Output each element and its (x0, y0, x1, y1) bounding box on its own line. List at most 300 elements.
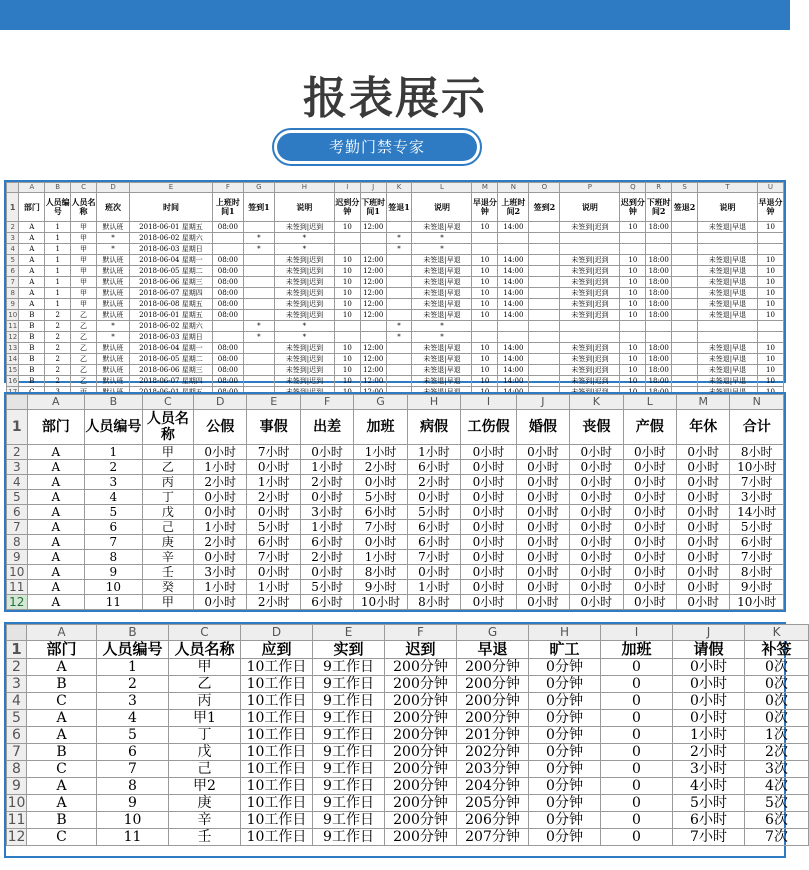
table-cell[interactable] (646, 233, 672, 244)
table-cell[interactable]: C (27, 693, 97, 710)
table-cell[interactable]: 202分钟 (457, 744, 529, 761)
table-cell[interactable]: 0小时 (673, 659, 745, 676)
table-cell[interactable]: * (243, 244, 274, 255)
table-cell[interactable] (386, 376, 412, 387)
table-cell[interactable]: 未签到|迟到 (274, 299, 334, 310)
column-letter[interactable]: P (560, 183, 620, 193)
table-cell[interactable]: 2小时 (300, 475, 353, 490)
table-cell[interactable]: 4 (85, 490, 143, 505)
column-letter[interactable]: K (745, 625, 809, 641)
table-cell[interactable]: 1 (85, 445, 143, 460)
table-cell[interactable]: 未签退|早退 (412, 255, 472, 266)
table-cell[interactable]: 3小时 (300, 505, 353, 520)
table-cell[interactable]: 2018-06-06 星期三 (130, 365, 213, 376)
table-cell[interactable]: 未签到|迟到 (274, 288, 334, 299)
table-cell[interactable]: 9工作日 (313, 676, 385, 693)
table-cell[interactable]: 10 (757, 277, 783, 288)
table-cell[interactable]: 6 (85, 520, 143, 535)
table-cell[interactable] (697, 233, 757, 244)
table-cell[interactable]: 己 (169, 761, 241, 778)
table-cell[interactable]: B (27, 676, 97, 693)
table-cell[interactable]: 2小时 (194, 475, 247, 490)
column-letter[interactable]: A (27, 395, 85, 410)
table-cell[interactable]: * (243, 332, 274, 343)
table-cell[interactable]: A (27, 535, 85, 550)
table-cell[interactable]: 0分钟 (529, 676, 601, 693)
table-cell[interactable]: 未签到|迟到 (274, 310, 334, 321)
table-cell[interactable]: A (27, 565, 85, 580)
table-cell[interactable]: 08:00 (212, 354, 243, 365)
table-cell[interactable]: 10 (472, 365, 498, 376)
table-cell[interactable]: 6小时 (354, 505, 407, 520)
column-letter[interactable]: F (300, 395, 353, 410)
select-all-corner[interactable] (7, 395, 28, 410)
table-cell[interactable]: B (19, 343, 45, 354)
table-cell[interactable]: 200分钟 (385, 710, 457, 727)
table-cell[interactable]: 2小时 (300, 550, 353, 565)
header-cell[interactable]: 出差 (300, 410, 353, 445)
table-cell[interactable]: 乙 (142, 460, 193, 475)
table-cell[interactable]: 10 (472, 277, 498, 288)
table-cell[interactable]: 丁 (142, 490, 193, 505)
table-cell[interactable]: 10 (757, 255, 783, 266)
table-cell[interactable]: A (27, 505, 85, 520)
column-letter[interactable]: K (386, 183, 412, 193)
table-cell[interactable]: 未签退|早退 (412, 354, 472, 365)
table-cell[interactable]: 2小时 (194, 535, 247, 550)
row-number[interactable]: 10 (8, 310, 18, 319)
table-cell[interactable]: 10 (757, 365, 783, 376)
table-cell[interactable]: 0分钟 (529, 829, 601, 846)
table-cell[interactable]: 未签退|早退 (697, 343, 757, 354)
table-cell[interactable]: 3小时 (673, 761, 745, 778)
table-cell[interactable]: 14:00 (498, 343, 529, 354)
table-cell[interactable]: 0 (601, 676, 673, 693)
table-cell[interactable]: B (19, 321, 45, 332)
table-cell[interactable]: 9工作日 (313, 744, 385, 761)
table-cell[interactable]: 5小时 (300, 580, 353, 595)
table-cell[interactable]: 9 (97, 795, 169, 812)
table-cell[interactable]: 0小时 (677, 490, 730, 505)
table-cell[interactable]: 10小时 (730, 460, 784, 475)
table-cell[interactable]: 10 (757, 376, 783, 387)
table-cell[interactable]: 0小时 (354, 535, 407, 550)
table-cell[interactable]: B (19, 332, 45, 343)
table-cell[interactable]: 未签退|早退 (412, 299, 472, 310)
table-cell[interactable]: 0小时 (300, 445, 353, 460)
row-number[interactable]: 4 (7, 244, 19, 255)
table-cell[interactable] (243, 222, 274, 233)
table-cell[interactable]: 14:00 (498, 222, 529, 233)
table-cell[interactable]: A (27, 778, 97, 795)
table-cell[interactable]: 未签退|早退 (697, 376, 757, 387)
table-cell[interactable]: 0 (601, 727, 673, 744)
row-number[interactable]: 3 (7, 233, 19, 244)
table-cell[interactable] (472, 321, 498, 332)
column-letter[interactable]: M (472, 183, 498, 193)
table-cell[interactable] (529, 343, 560, 354)
table-cell[interactable]: 甲 (142, 445, 193, 460)
table-cell[interactable]: 1 (45, 299, 71, 310)
table-cell[interactable]: 10 (334, 376, 360, 387)
table-cell[interactable]: 14:00 (498, 288, 529, 299)
row-number[interactable]: 7 (7, 520, 28, 535)
table-cell[interactable]: 200分钟 (457, 659, 529, 676)
table-cell[interactable]: 0 (601, 795, 673, 812)
table-cell[interactable]: 0小时 (516, 580, 569, 595)
header-cell[interactable]: 丧假 (570, 410, 623, 445)
table-cell[interactable]: 0小时 (623, 565, 676, 580)
table-cell[interactable]: * (412, 332, 472, 343)
table-cell[interactable]: 2018-06-05 星期二 (130, 354, 213, 365)
table-cell[interactable] (672, 288, 698, 299)
table-cell[interactable]: 1小时 (247, 580, 300, 595)
column-letter[interactable]: A (27, 625, 97, 641)
table-cell[interactable]: 6小时 (407, 535, 460, 550)
table-cell[interactable]: 2 (45, 365, 71, 376)
table-cell[interactable]: 默认班 (96, 343, 129, 354)
row-number[interactable]: 9 (7, 299, 19, 310)
table-cell[interactable]: 甲 (71, 255, 97, 266)
table-cell[interactable]: 未签到|迟到 (560, 354, 620, 365)
table-cell[interactable]: 08:00 (212, 266, 243, 277)
table-cell[interactable]: 10工作日 (241, 778, 313, 795)
header-cell[interactable]: 实到 (313, 641, 385, 659)
column-letter[interactable]: A (19, 183, 45, 193)
table-cell[interactable] (757, 321, 783, 332)
header-cell[interactable]: 班次 (96, 193, 129, 222)
header-cell[interactable]: 人员编号 (45, 193, 71, 222)
table-cell[interactable]: 8小时 (354, 565, 407, 580)
table-cell[interactable]: * (386, 233, 412, 244)
table-cell[interactable]: 0小时 (407, 490, 460, 505)
table-cell[interactable]: 9工作日 (313, 778, 385, 795)
table-cell[interactable]: 2 (97, 676, 169, 693)
table-cell[interactable]: 0分钟 (529, 761, 601, 778)
table-cell[interactable]: * (274, 233, 334, 244)
table-cell[interactable]: 7小时 (354, 520, 407, 535)
table-cell[interactable]: 14:00 (498, 266, 529, 277)
table-cell[interactable]: 默认班 (96, 376, 129, 387)
table-cell[interactable]: 未签退|早退 (412, 266, 472, 277)
column-letter[interactable]: L (412, 183, 472, 193)
table-cell[interactable]: 10 (334, 365, 360, 376)
table-cell[interactable]: 未签退|早退 (697, 310, 757, 321)
table-cell[interactable]: 10工作日 (241, 744, 313, 761)
column-letter[interactable]: D (194, 395, 247, 410)
table-cell[interactable] (386, 288, 412, 299)
table-cell[interactable]: 10 (334, 343, 360, 354)
table-cell[interactable]: 2018-06-01 星期五 (130, 310, 213, 321)
table-cell[interactable]: 200分钟 (457, 693, 529, 710)
table-cell[interactable]: 7小时 (730, 550, 784, 565)
table-cell[interactable]: C (27, 829, 97, 846)
table-cell[interactable]: 0小时 (407, 565, 460, 580)
table-cell[interactable]: 18:00 (646, 310, 672, 321)
table-cell[interactable] (243, 365, 274, 376)
row-number[interactable]: 2 (7, 445, 28, 460)
table-cell[interactable]: 甲 (71, 299, 97, 310)
table-cell[interactable]: 10 (334, 310, 360, 321)
table-cell[interactable]: 200分钟 (385, 812, 457, 829)
table-cell[interactable]: 1小时 (300, 460, 353, 475)
table-cell[interactable] (529, 310, 560, 321)
table-cell[interactable]: 7 (85, 535, 143, 550)
column-letter[interactable]: F (212, 183, 243, 193)
table-cell[interactable]: 12:00 (360, 354, 386, 365)
table-cell[interactable]: 0小时 (194, 550, 247, 565)
table-cell[interactable]: 2018-06-08 星期五 (130, 299, 213, 310)
table-cell[interactable]: 未签到|迟到 (560, 310, 620, 321)
table-cell[interactable]: 18:00 (646, 255, 672, 266)
row-number[interactable]: 8 (7, 761, 27, 778)
row-number[interactable]: 8 (7, 288, 19, 299)
table-cell[interactable]: 10 (472, 255, 498, 266)
table-cell[interactable]: 默认班 (96, 266, 129, 277)
table-cell[interactable] (334, 233, 360, 244)
column-letter[interactable]: B (85, 395, 143, 410)
column-letter[interactable]: B (97, 625, 169, 641)
table-cell[interactable]: 0小时 (461, 565, 517, 580)
table-cell[interactable]: 2 (45, 332, 71, 343)
table-cell[interactable]: 甲 (71, 277, 97, 288)
table-cell[interactable]: 1 (45, 277, 71, 288)
table-cell[interactable] (212, 244, 243, 255)
table-cell[interactable]: 6小时 (407, 520, 460, 535)
table-cell[interactable]: 1 (45, 244, 71, 255)
table-cell[interactable]: 未签到|迟到 (274, 222, 334, 233)
table-cell[interactable]: 乙 (71, 321, 97, 332)
table-cell[interactable]: 0小时 (623, 580, 676, 595)
header-cell[interactable]: 人员编号 (85, 410, 143, 445)
table-cell[interactable]: 10 (472, 299, 498, 310)
row-number[interactable]: 11 (8, 321, 18, 330)
row-number[interactable]: 3 (7, 460, 28, 475)
table-cell[interactable] (334, 321, 360, 332)
table-cell[interactable]: 200分钟 (457, 710, 529, 727)
header-cell[interactable]: 部门 (27, 641, 97, 659)
table-cell[interactable]: 18:00 (646, 277, 672, 288)
table-cell[interactable]: 0小时 (570, 490, 623, 505)
table-cell[interactable]: 0小时 (673, 710, 745, 727)
table-cell[interactable] (529, 277, 560, 288)
table-cell[interactable] (757, 332, 783, 343)
row-number[interactable]: 1 (7, 410, 28, 445)
row-number[interactable]: 6 (7, 505, 28, 520)
table-cell[interactable]: 10 (757, 299, 783, 310)
table-cell[interactable]: * (243, 233, 274, 244)
table-cell[interactable]: 5小时 (354, 490, 407, 505)
table-cell[interactable]: 0小时 (623, 535, 676, 550)
table-cell[interactable]: 0小时 (516, 475, 569, 490)
table-cell[interactable] (472, 233, 498, 244)
table-cell[interactable]: 0次 (745, 659, 809, 676)
table-cell[interactable]: 10工作日 (241, 761, 313, 778)
table-cell[interactable]: 7次 (745, 829, 809, 846)
table-cell[interactable]: 10 (334, 277, 360, 288)
row-number[interactable]: 4 (7, 475, 28, 490)
table-cell[interactable]: A (19, 233, 45, 244)
table-cell[interactable]: 0小时 (461, 550, 517, 565)
table-cell[interactable]: 200分钟 (385, 744, 457, 761)
table-cell[interactable]: 9工作日 (313, 829, 385, 846)
table-cell[interactable]: A (27, 710, 97, 727)
table-cell[interactable] (498, 244, 529, 255)
table-cell[interactable]: 10 (334, 299, 360, 310)
column-letter[interactable]: J (673, 625, 745, 641)
table-cell[interactable]: 0分钟 (529, 812, 601, 829)
table-cell[interactable]: 2小时 (354, 460, 407, 475)
table-cell[interactable]: 10 (472, 310, 498, 321)
row-number[interactable]: 1 (7, 193, 19, 222)
table-cell[interactable]: 0 (601, 778, 673, 795)
header-cell[interactable]: 早退分钟 (472, 193, 498, 222)
table-cell[interactable]: 10 (757, 266, 783, 277)
table-cell[interactable]: 2018-06-03 星期日 (130, 332, 213, 343)
table-cell[interactable]: 0小时 (623, 445, 676, 460)
table-cell[interactable]: 2018-06-03 星期日 (130, 244, 213, 255)
table-cell[interactable]: 默认班 (96, 288, 129, 299)
table-cell[interactable]: 5小时 (407, 505, 460, 520)
column-letter[interactable]: I (601, 625, 673, 641)
column-letter[interactable]: J (516, 395, 569, 410)
table-cell[interactable] (386, 255, 412, 266)
table-cell[interactable]: 乙 (71, 332, 97, 343)
table-cell[interactable]: 10工作日 (241, 710, 313, 727)
table-cell[interactable]: 未签退|早退 (412, 277, 472, 288)
table-cell[interactable]: 200分钟 (385, 727, 457, 744)
table-cell[interactable]: A (27, 460, 85, 475)
table-cell[interactable]: 6小时 (730, 535, 784, 550)
table-cell[interactable]: 12:00 (360, 266, 386, 277)
table-cell[interactable]: 未签退|早退 (697, 354, 757, 365)
table-cell[interactable]: 5次 (745, 795, 809, 812)
column-letter[interactable]: J (360, 183, 386, 193)
table-cell[interactable]: 0小时 (677, 460, 730, 475)
table-cell[interactable] (360, 332, 386, 343)
column-letter[interactable]: B (45, 183, 71, 193)
table-cell[interactable]: 乙 (71, 365, 97, 376)
column-letter[interactable]: N (730, 395, 784, 410)
table-cell[interactable]: 1小时 (194, 580, 247, 595)
table-cell[interactable]: 0小时 (677, 535, 730, 550)
table-cell[interactable]: 未签到|迟到 (560, 376, 620, 387)
table-cell[interactable]: 08:00 (212, 310, 243, 321)
table-cell[interactable] (243, 266, 274, 277)
table-cell[interactable]: 0小时 (570, 535, 623, 550)
column-letter[interactable]: D (96, 183, 129, 193)
table-cell[interactable]: 6小时 (407, 460, 460, 475)
table-cell[interactable]: 18:00 (646, 299, 672, 310)
table-cell[interactable]: 2 (45, 376, 71, 387)
row-number[interactable]: 1 (7, 641, 27, 659)
table-cell[interactable]: * (243, 321, 274, 332)
table-cell[interactable]: 甲 (169, 659, 241, 676)
table-cell[interactable]: * (386, 244, 412, 255)
column-letter[interactable]: R (646, 183, 672, 193)
table-cell[interactable] (472, 332, 498, 343)
table-cell[interactable]: A (19, 222, 45, 233)
table-cell[interactable] (697, 244, 757, 255)
table-cell[interactable]: 9小时 (730, 580, 784, 595)
table-cell[interactable] (529, 233, 560, 244)
row-number[interactable]: 15 (8, 365, 18, 374)
table-cell[interactable] (620, 332, 646, 343)
table-cell[interactable]: 2小时 (247, 490, 300, 505)
table-cell[interactable]: 12:00 (360, 365, 386, 376)
table-cell[interactable] (672, 332, 698, 343)
table-cell[interactable]: 10 (757, 310, 783, 321)
table-cell[interactable]: 10 (757, 222, 783, 233)
table-cell[interactable]: 10 (620, 310, 646, 321)
table-cell[interactable]: 0小时 (516, 550, 569, 565)
table-cell[interactable]: 7小时 (247, 445, 300, 460)
table-cell[interactable]: 200分钟 (385, 795, 457, 812)
table-cell[interactable]: 4小时 (673, 778, 745, 795)
table-cell[interactable]: 0分钟 (529, 710, 601, 727)
table-cell[interactable]: 8小时 (407, 595, 460, 610)
table-cell[interactable]: 0小时 (461, 580, 517, 595)
table-cell[interactable]: * (412, 233, 472, 244)
table-cell[interactable]: 10工作日 (241, 812, 313, 829)
table-cell[interactable]: 10 (620, 376, 646, 387)
table-cell[interactable]: 0小时 (461, 475, 517, 490)
header-cell[interactable]: 早退分钟 (757, 193, 783, 222)
row-number[interactable]: 9 (7, 550, 28, 565)
table-cell[interactable]: 0小时 (461, 595, 517, 610)
table-cell[interactable]: A (27, 795, 97, 812)
table-cell[interactable]: 14:00 (498, 277, 529, 288)
table-cell[interactable]: 0分钟 (529, 727, 601, 744)
table-cell[interactable] (560, 321, 620, 332)
table-cell[interactable]: 3 (85, 475, 143, 490)
table-cell[interactable]: 未签到|迟到 (274, 266, 334, 277)
table-cell[interactable]: 2 (45, 354, 71, 365)
table-cell[interactable]: B (19, 354, 45, 365)
table-cell[interactable]: 0小时 (354, 475, 407, 490)
table-cell[interactable]: 未签退|早退 (412, 222, 472, 233)
table-cell[interactable]: 甲1 (169, 710, 241, 727)
table-cell[interactable]: 12:00 (360, 310, 386, 321)
table-cell[interactable] (672, 222, 698, 233)
header-cell[interactable]: 早退 (457, 641, 529, 659)
table-cell[interactable]: 10 (620, 288, 646, 299)
table-cell[interactable]: 未签退|早退 (697, 277, 757, 288)
table-cell[interactable]: 0小时 (570, 445, 623, 460)
table-cell[interactable]: 1小时 (407, 580, 460, 595)
table-cell[interactable]: A (27, 445, 85, 460)
table-cell[interactable]: 0小时 (194, 445, 247, 460)
table-cell[interactable]: 0小时 (623, 595, 676, 610)
table-cell[interactable]: 2018-06-07 星期四 (130, 376, 213, 387)
table-cell[interactable]: 0小时 (677, 475, 730, 490)
table-cell[interactable]: 未签退|早退 (412, 310, 472, 321)
table-cell[interactable]: 0小时 (570, 580, 623, 595)
table-cell[interactable] (360, 233, 386, 244)
table-cell[interactable]: 12:00 (360, 222, 386, 233)
table-cell[interactable]: 6次 (745, 812, 809, 829)
table-cell[interactable]: 0小时 (623, 475, 676, 490)
table-cell[interactable]: 10 (620, 354, 646, 365)
table-cell[interactable] (498, 233, 529, 244)
column-letter[interactable]: C (169, 625, 241, 641)
table-cell[interactable]: 壬 (142, 565, 193, 580)
table-cell[interactable]: B (19, 376, 45, 387)
table-cell[interactable] (360, 244, 386, 255)
column-letter[interactable]: H (274, 183, 334, 193)
table-cell[interactable]: 未签到|迟到 (560, 343, 620, 354)
table-cell[interactable]: 200分钟 (385, 659, 457, 676)
